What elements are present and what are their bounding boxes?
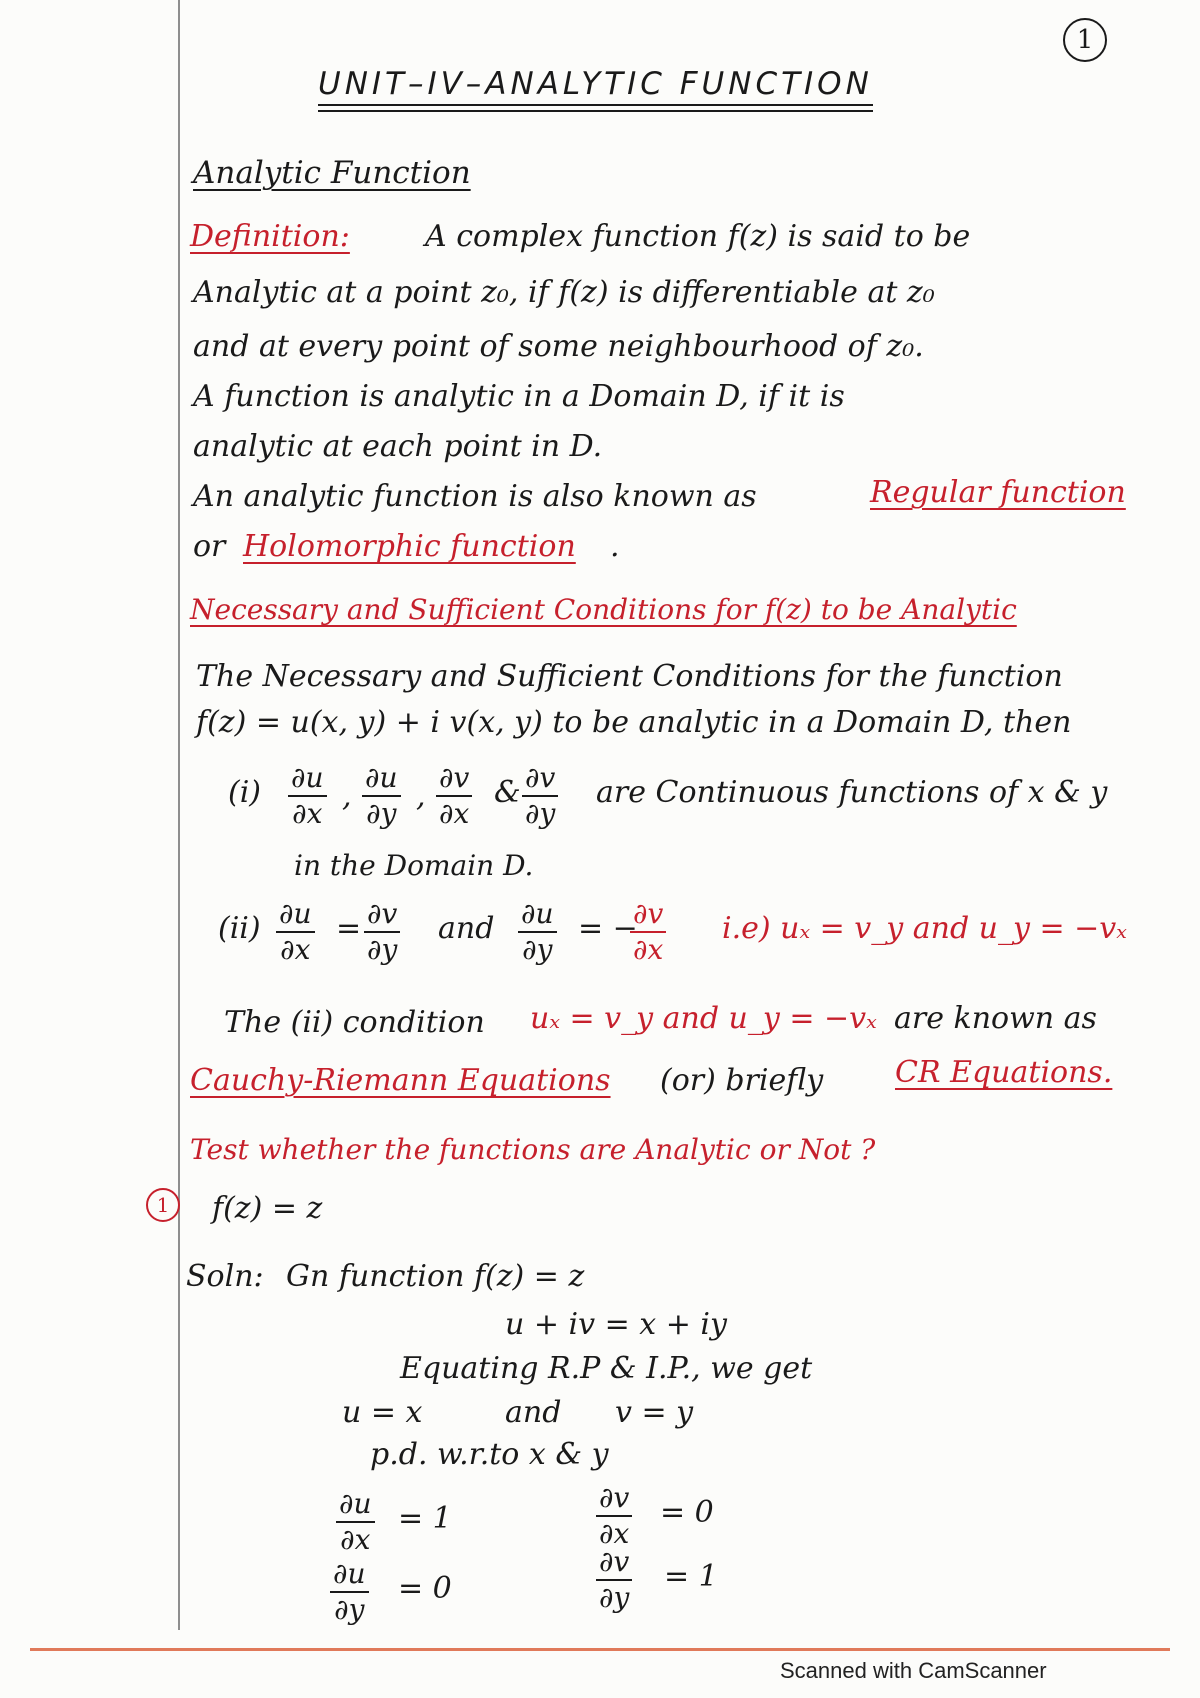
- condition-text: are Continuous functions of x & y: [596, 775, 1108, 810]
- aka-text: An analytic function is also known as: [193, 479, 757, 514]
- partial-derivative: [596, 1481, 632, 1550]
- derivative-value: = 0: [398, 1571, 452, 1606]
- solution-step: v = y: [615, 1395, 694, 1430]
- section-heading: Analytic Function: [193, 155, 471, 191]
- condition-text: in the Domain D.: [294, 849, 534, 882]
- regular-function-term: Regular function: [870, 475, 1126, 510]
- denominator: ∂y: [366, 797, 397, 830]
- equals: = −: [578, 911, 638, 946]
- definition-line: A function is analytic in a Domain D, if it is: [193, 379, 845, 414]
- numerator: ∂v: [596, 1484, 632, 1517]
- numerator: ∂v: [596, 1548, 632, 1581]
- cr-equations-term: CR Equations.: [895, 1055, 1113, 1090]
- conditions-heading: Necessary and Sufficient Conditions for f(z) to be Analytic: [190, 593, 1017, 626]
- bottom-rule: [30, 1648, 1170, 1651]
- denominator: ∂x: [633, 933, 664, 966]
- denominator: ∂y: [522, 933, 553, 966]
- definition-line: and at every point of some neighbourhood of z₀.: [193, 329, 924, 364]
- aka-dot: .: [610, 529, 620, 564]
- title-underline: [318, 104, 873, 106]
- solution-given: Gn function f(z) = z: [286, 1259, 585, 1294]
- partial-fraction: [364, 897, 400, 966]
- note-text: The (ii) condition: [224, 1005, 485, 1040]
- condition-label: (ii): [218, 911, 261, 946]
- numerator: ∂v: [630, 900, 666, 933]
- scanner-watermark: Scanned with CamScanner: [780, 1658, 1047, 1683]
- partial-derivative: [596, 1545, 632, 1614]
- partial-fraction: [276, 897, 315, 966]
- conditions-intro: The Necessary and Sufficient Conditions for the function: [196, 659, 1063, 694]
- cauchy-riemann-term: Cauchy-Riemann Equations: [190, 1063, 611, 1098]
- solution-step: p.d. w.r.to x & y: [370, 1437, 609, 1472]
- equals: =: [336, 911, 362, 946]
- cr-shorthand: i.e) uₓ = v_y and u_y = −vₓ: [722, 911, 1127, 946]
- condition-label: (i): [228, 775, 262, 810]
- holomorphic-function-term: Holomorphic function: [243, 529, 576, 564]
- partial-fraction: [518, 897, 557, 966]
- partial-fraction: [362, 761, 401, 830]
- numerator: ∂u: [336, 1490, 375, 1523]
- partial-derivative: [336, 1487, 375, 1556]
- question-function: f(z) = z: [212, 1191, 323, 1226]
- definition-line: A complex function f(z) is said to be: [425, 219, 971, 254]
- numerator: ∂v: [364, 900, 400, 933]
- denominator: ∂x: [340, 1523, 371, 1556]
- page-number: 1: [1063, 18, 1107, 62]
- solution-step: u = x: [342, 1395, 423, 1430]
- definition-line: analytic at each point in D.: [193, 429, 603, 464]
- denominator: ∂x: [280, 933, 311, 966]
- partial-derivative: [330, 1557, 369, 1626]
- denominator: ∂x: [439, 797, 470, 830]
- note-equations: uₓ = v_y and u_y = −vₓ: [530, 1001, 877, 1036]
- numerator: ∂v: [522, 764, 558, 797]
- numerator: ∂u: [288, 764, 327, 797]
- denominator: ∂x: [599, 1517, 630, 1550]
- title-underline-2: [318, 110, 873, 112]
- solution-step: Equating R.P & I.P., we get: [400, 1351, 813, 1386]
- definition-label: Definition:: [190, 219, 350, 254]
- solution-label: Soln:: [186, 1259, 264, 1294]
- conjunction: and: [438, 911, 495, 946]
- derivative-value: = 0: [660, 1495, 714, 1530]
- partial-fraction: [630, 897, 666, 966]
- numerator: ∂u: [362, 764, 401, 797]
- cr-or-text: (or) briefly: [660, 1063, 824, 1098]
- denominator: ∂x: [292, 797, 323, 830]
- page-title: UNIT–IV–ANALYTIC FUNCTION: [318, 66, 873, 102]
- note-text: are known as: [894, 1001, 1097, 1036]
- numerator: ∂u: [330, 1560, 369, 1593]
- conditions-intro: f(z) = u(x, y) + i v(x, y) to be analytic in a Domain D, then: [196, 705, 1072, 740]
- partial-fraction: [522, 761, 558, 830]
- partial-fraction: [436, 761, 472, 830]
- denominator: ∂y: [525, 797, 556, 830]
- margin-line: [178, 0, 180, 1630]
- numerator: ∂u: [518, 900, 557, 933]
- separator: ,: [416, 779, 426, 814]
- aka-or: or: [193, 529, 226, 564]
- derivative-value: = 1: [398, 1501, 452, 1536]
- separator: ,: [342, 779, 352, 814]
- solution-step: u + iv = x + iy: [505, 1307, 727, 1342]
- derivative-value: = 1: [664, 1559, 718, 1594]
- solution-step: and: [505, 1395, 562, 1430]
- separator: &: [494, 775, 521, 810]
- partial-fraction: [288, 761, 327, 830]
- numerator: ∂u: [276, 900, 315, 933]
- question-number: 1: [146, 1188, 180, 1222]
- denominator: ∂y: [367, 933, 398, 966]
- denominator: ∂y: [334, 1593, 365, 1626]
- numerator: ∂v: [436, 764, 472, 797]
- test-heading: Test whether the functions are Analytic or Not ?: [190, 1133, 876, 1166]
- denominator: ∂y: [599, 1581, 630, 1614]
- definition-line: Analytic at a point z₀, if f(z) is differentiable at z₀: [193, 275, 935, 310]
